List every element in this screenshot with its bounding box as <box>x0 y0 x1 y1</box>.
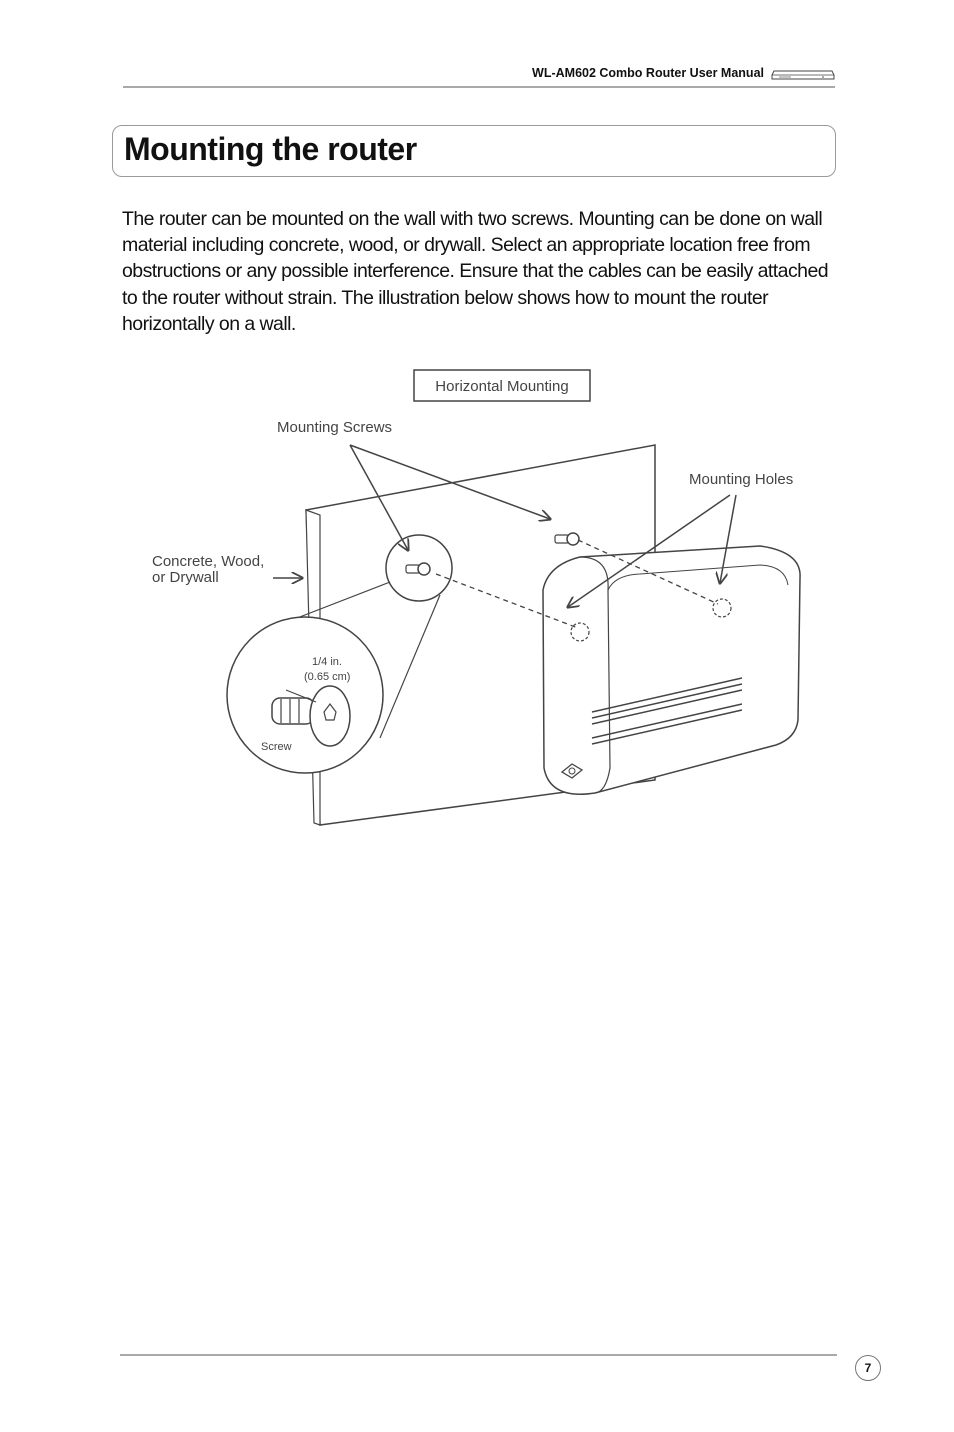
wall-material-label-1: Concrete, Wood, <box>152 553 265 570</box>
wall-material-label-2: or Drywall <box>152 569 219 586</box>
footer-divider <box>120 1354 837 1356</box>
page-title: Mounting the router <box>124 131 417 167</box>
screw-label: Screw <box>261 741 292 753</box>
manual-title: WL-AM602 Combo Router User Manual <box>532 66 764 80</box>
mounting-screws-label: Mounting Screws <box>277 419 393 436</box>
screw-size-label-2: (0.65 cm) <box>304 671 351 683</box>
screw-icon <box>406 563 430 575</box>
wall-screw-icon <box>555 533 579 545</box>
body-paragraph: The router can be mounted on the wall with two screws. Mounting can be done on wall material including concrete, wood, or drywall. Select an appropriate location free from obstructions or any possible interference. Ensure that the cables can be easily attached to the router without strain. The illustration below shows how to mount the router horizontally on a wall. <box>122 208 829 335</box>
router-icon <box>771 66 835 82</box>
mounting-holes-label: Mounting Holes <box>689 471 794 488</box>
mounting-illustration <box>140 360 820 840</box>
header-divider <box>123 86 835 88</box>
illustration-heading: Horizontal Mounting <box>435 378 569 395</box>
screw-size-label-1: 1/4 in. <box>312 656 342 668</box>
page-number: 7 <box>855 1355 881 1381</box>
screw-zoom-circle <box>227 617 383 773</box>
